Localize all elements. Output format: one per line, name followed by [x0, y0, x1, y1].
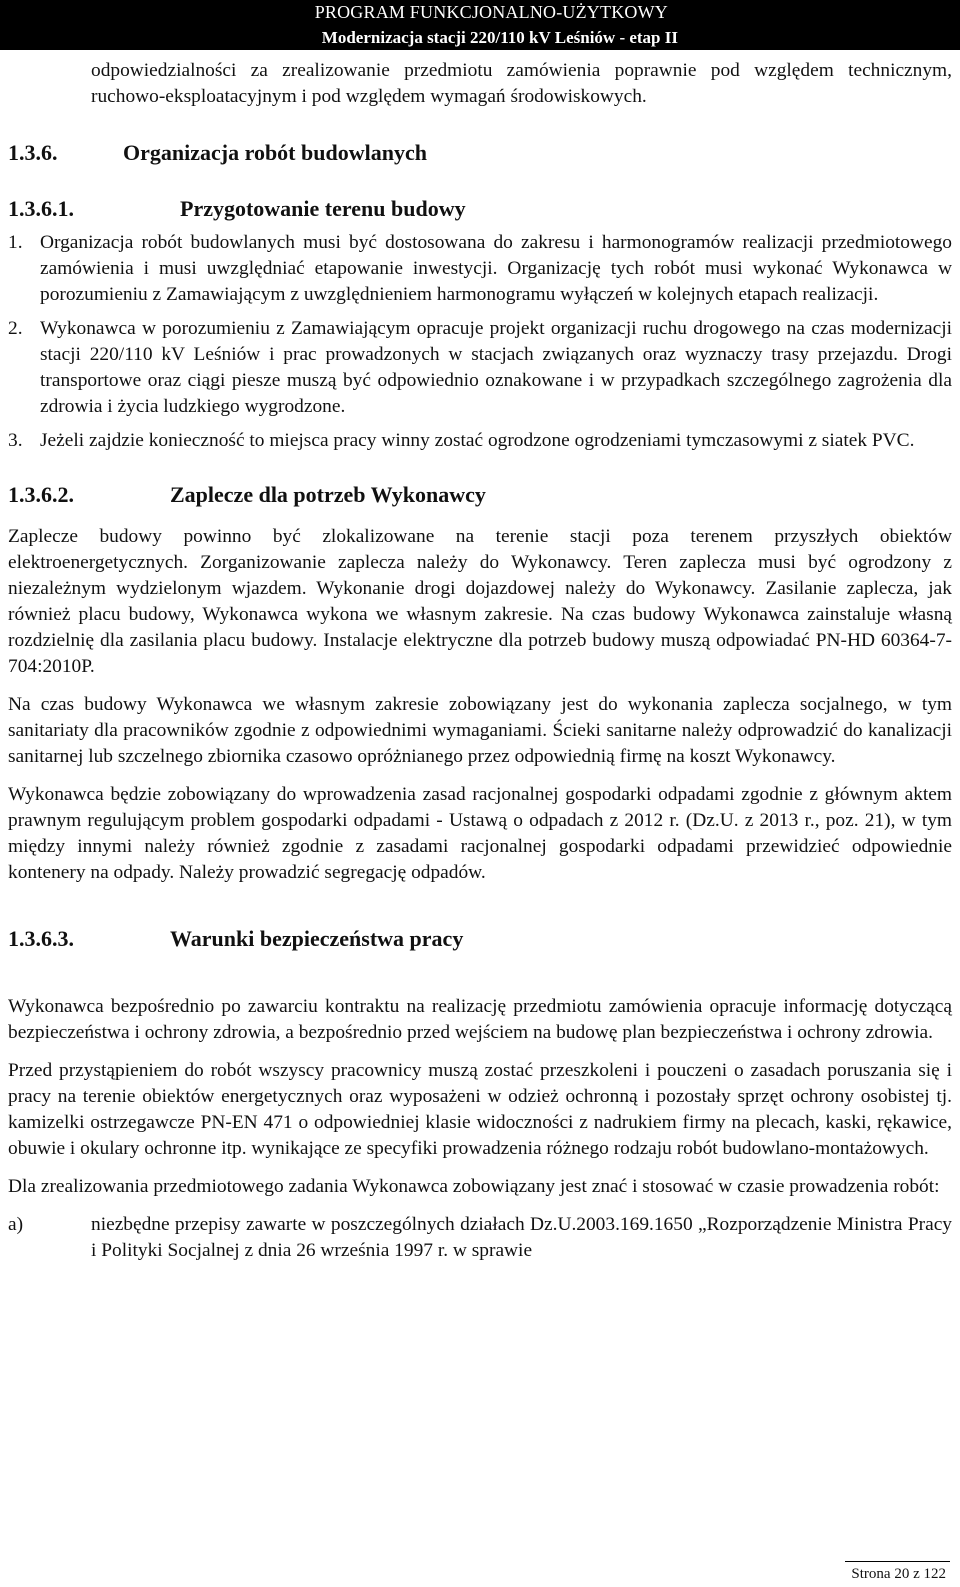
- section-heading-1362: [8, 480, 952, 510]
- list-item-text: niezbędne przepisy zawarte w poszczególnych działach Dz.U.2003.169.1650 „Rozporządzenie Ministra Pracy i Polityki Socjalnej z dnia 26 września 1997 r. w sprawie: [91, 1214, 952, 1261]
- list-item-number: 3.: [8, 430, 23, 451]
- paragraph: Przed przystąpieniem do robót wszyscy pracownicy muszą zostać przeszkoleni i pouczeni o zasadach poruszania się i pracy na terenie obiektów energetycznych oraz wyposażeni w odzież ochronną i pozostały sprzęt ochrony osobistej tj. kamizelki ostrzegawcze PN-EN 471 o odpowiedniej klasie widoczności z nadrukiem firmy na plecach, kaski, rękawice, obuwie i okulary ochronne itp. wynikające ze specyfiki prowadzenia różnego rodzaju robót budowlano-montażowych.: [8, 1060, 952, 1159]
- document-body: [8, 58, 952, 1264]
- section-title: Zaplecze dla potrzeb Wykonawcy: [170, 482, 486, 507]
- document-title: PROGRAM FUNKCJONALNO-UŻYTKOWY: [314, 2, 668, 22]
- intro-paragraph: odpowiedzialności za zrealizowanie przedmiotu zamówienia poprawnie pod względem technicznym, ruchowo-eksploatacyjnym i pod względem wymagań środowiskowych.: [91, 60, 952, 107]
- list-item-text: Wykonawca w porozumieniu z Zamawiającym opracuje projekt organizacji ruchu drogowego na czas modernizacji stacji 220/110 kV Leśniów i prac prowadzonych w stacjach związanych oraz wyznaczy trasy przejazdu. Drogi transportowe oraz ciągi piesze muszą być odpowiednio oznakowane i w przypadkach szczególnego zagrożenia dla zdrowia i życia ludzkiego wygrodzone.: [40, 318, 952, 417]
- list-item-number: 2.: [8, 318, 23, 339]
- list-item-text: Jeżeli zajdzie konieczność to miejsca pracy winny zostać ogrodzone ogrodzeniami tymczasowymi z siatek PVC.: [40, 430, 915, 451]
- section-heading-1363: [8, 924, 952, 954]
- section-title: Warunki bezpieczeństwa pracy: [170, 926, 464, 951]
- section-number: 1.3.6.: [8, 140, 58, 165]
- section-title: Przygotowanie terenu budowy: [180, 196, 466, 221]
- list-item: [8, 316, 952, 420]
- paragraph: Na czas budowy Wykonawca we własnym zakresie zobowiązany jest do wykonania zaplecza socjalnego, w tym sanitariaty dla pracowników zgodnie z odpowiednimi wymaganiami. Ścieki sanitarne należy odprowadzić do kanalizacji sanitarnej lub szczelnego zbiornika czasowo opróżnianego przez odpowiednią firmę na koszt Wykonawcy.: [8, 694, 952, 767]
- paragraph: Wykonawca bezpośrednio po zawarciu kontraktu na realizację przedmiotu zamówienia opracuje informację dotyczącą bezpieczeństwa i ochrony zdrowia, a bezpośrednio przed wejściem na budowę plan bezpieczeństwa i ochrony zdrowia.: [8, 996, 952, 1043]
- list-item: [8, 1212, 952, 1264]
- list-item-letter: a): [8, 1214, 24, 1235]
- paragraph: Dla zrealizowania przedmiotowego zadania Wykonawca zobowiązany jest znać i stosować w czasie prowadzenia robót:: [8, 1176, 940, 1197]
- list-item-text: Organizacja robót budowlanych musi być dostosowana do zakresu i harmonogramów realizacji przedmiotowego zamówienia i musi uwzględniać etapowanie inwestycji. Organizację tych robót musi wykonać Wykonawca w porozumieniu z Zamawiającym z uwzględnieniem harmonogramu wyłączeń w kolejnych etapach realizacji.: [40, 232, 952, 305]
- section-heading-136: [8, 138, 952, 168]
- document-subtitle: Modernizacja stacji 220/110 kV Leśniów - etap II: [321, 28, 678, 47]
- page-number: Strona 20 z 122: [845, 1561, 950, 1584]
- list-item-number: 1.: [8, 232, 23, 253]
- section-heading-1361: [8, 194, 952, 224]
- list-item: [8, 428, 952, 454]
- section-number: 1.3.6.1.: [8, 196, 74, 221]
- paragraph: Wykonawca będzie zobowiązany do wprowadzenia zasad racjonalnej gospodarki odpadami zgodnie z głównym aktem prawnym regulującym problem gospodarki odpadami - Ustawą o odpadach z 2012 r. (Dz.U. z 2013 r., poz. 21), w tym między innymi należy również zgodnie z zasadami racjonalnej gospodarki odpadami przewidzieć odpowiednie kontenery na odpady. Należy prowadzić segregację odpadów.: [8, 784, 952, 883]
- page-header: [0, 0, 960, 50]
- list-item: [8, 230, 952, 308]
- section-number: 1.3.6.3.: [8, 926, 74, 951]
- section-number: 1.3.6.2.: [8, 482, 74, 507]
- paragraph: Zaplecze budowy powinno być zlokalizowane na terenie stacji poza terenem przyszłych obiektów elektroenergetycznych. Zorganizowanie zaplecza należy do Wykonawcy. Teren zaplecza musi być ogrodzony z niezależnym wydzielonym wjazdem. Wykonanie drogi dojazdowej należy do Wykonawcy. Zasilanie zaplecza, jak również placu budowy, Wykonawca wykona we własnym zakresie. Na czas budowy Wykonawca zainstaluje własną rozdzielnię dla zasilania placu budowy. Instalacje elektryczne dla potrzeb budowy muszą odpowiadać PN-HD 60364-7-704:2010P.: [8, 526, 952, 677]
- section-title: Organizacja robót budowlanych: [123, 140, 427, 165]
